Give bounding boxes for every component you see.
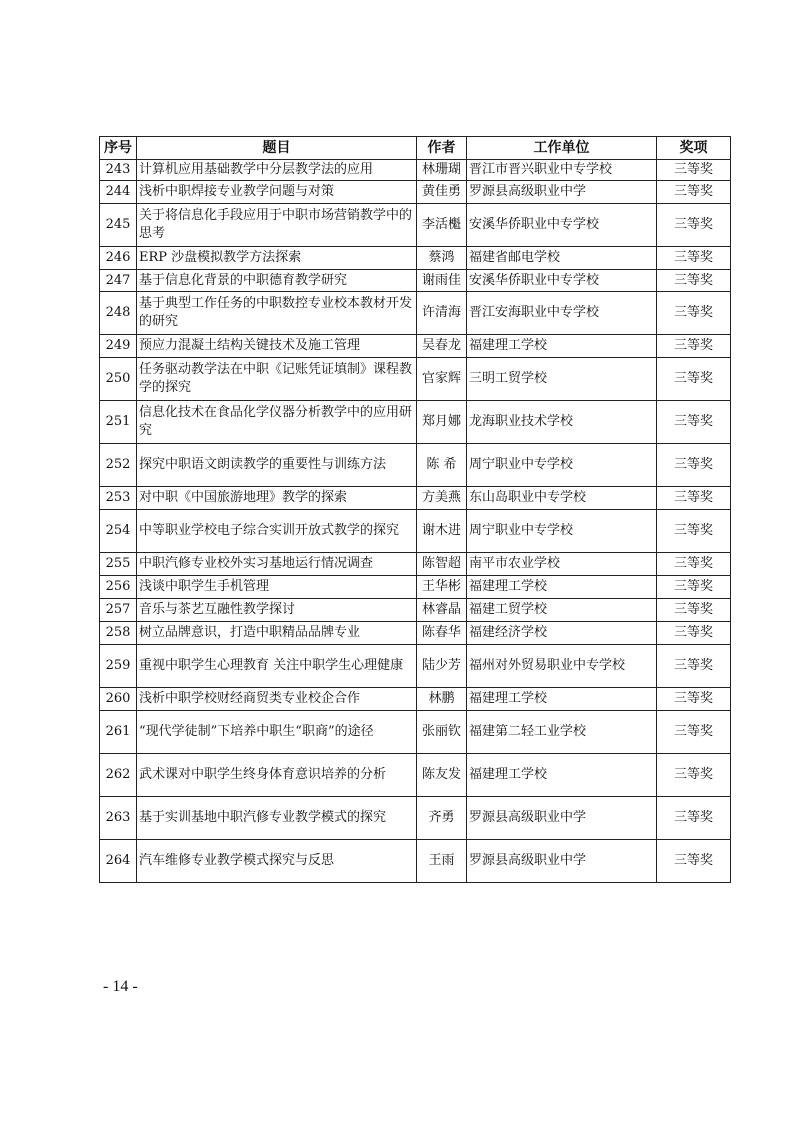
- cell-serial-number: 256: [100, 576, 137, 599]
- table-row: [100, 335, 731, 358]
- cell-work-unit: 周宁职业中专学校: [467, 444, 657, 487]
- cell-award: 三等奖: [657, 797, 731, 840]
- cell-author: 郑月娜: [417, 401, 467, 444]
- cell-work-unit: 福建工贸学校: [467, 599, 657, 622]
- cell-author: 谢雨佳: [417, 270, 467, 292]
- cell-award: 三等奖: [657, 840, 731, 883]
- cell-author: 官家辉: [417, 358, 467, 401]
- cell-author: 陈春华: [417, 622, 467, 645]
- cell-award: 三等奖: [657, 444, 731, 487]
- cell-title: 关于将信息化手段应用于中职市场营销教学中的思考: [137, 204, 417, 247]
- cell-work-unit: 罗源县高级职业中学: [467, 797, 657, 840]
- cell-work-unit: 福建理工学校: [467, 576, 657, 599]
- cell-serial-number: 262: [100, 754, 137, 797]
- table-row: [100, 247, 731, 270]
- awards-table: [99, 136, 731, 883]
- cell-serial-number: 244: [100, 181, 137, 204]
- table-row: [100, 645, 731, 688]
- cell-serial-number: 249: [100, 335, 137, 358]
- table-row: [100, 576, 731, 599]
- cell-author: 许清海: [417, 292, 467, 335]
- cell-title: 浅析中职焊接专业教学问题与对策: [137, 181, 417, 204]
- cell-work-unit: 罗源县高级职业中学: [467, 840, 657, 883]
- cell-work-unit: 南平市农业学校: [467, 553, 657, 576]
- table-row: [100, 688, 731, 711]
- cell-award: 三等奖: [657, 487, 731, 510]
- cell-title: 树立品牌意识，打造中职精品品牌专业: [137, 622, 417, 645]
- cell-author: 陈友发: [417, 754, 467, 797]
- cell-title: 探究中职语文朗读教学的重要性与训练方法: [137, 444, 417, 487]
- table-row: [100, 487, 731, 510]
- cell-award: 三等奖: [657, 204, 731, 247]
- table-row: [100, 711, 731, 754]
- table-row: [100, 358, 731, 401]
- cell-title: 对中职《中国旅游地理》教学的探索: [137, 487, 417, 510]
- cell-award: 三等奖: [657, 401, 731, 444]
- cell-work-unit: 福建理工学校: [467, 688, 657, 711]
- cell-title: 汽车维修专业教学模式探究与反思: [137, 840, 417, 883]
- table-row: [100, 754, 731, 797]
- table-row: [100, 204, 731, 247]
- table-row: [100, 622, 731, 645]
- cell-award: 三等奖: [657, 576, 731, 599]
- table-row: [100, 510, 731, 553]
- cell-serial-number: 254: [100, 510, 137, 553]
- cell-author: 林鹏: [417, 688, 467, 711]
- cell-serial-number: 257: [100, 599, 137, 622]
- cell-serial-number: 251: [100, 401, 137, 444]
- cell-serial-number: 246: [100, 247, 137, 270]
- cell-author: 陆少芳: [417, 645, 467, 688]
- table-body: [100, 160, 731, 883]
- cell-work-unit: 周宁职业中专学校: [467, 510, 657, 553]
- cell-author: 王雨: [417, 840, 467, 883]
- cell-award: 三等奖: [657, 711, 731, 754]
- cell-work-unit: 安溪华侨职业中专学校: [467, 270, 657, 292]
- cell-award: 三等奖: [657, 754, 731, 797]
- cell-title: 音乐与茶艺互融性教学探讨: [137, 599, 417, 622]
- cell-title: “现代学徒制”下培养中职生“职商”的途径: [137, 711, 417, 754]
- cell-author: 方美燕: [417, 487, 467, 510]
- cell-author: 李活櫆: [417, 204, 467, 247]
- table-row: [100, 181, 731, 204]
- table-row: [100, 797, 731, 840]
- cell-award: 三等奖: [657, 181, 731, 204]
- cell-work-unit: 龙海职业技术学校: [467, 401, 657, 444]
- cell-work-unit: 福州对外贸易职业中专学校: [467, 645, 657, 688]
- cell-award: 三等奖: [657, 270, 731, 292]
- header-serial-number: 序号: [100, 137, 137, 160]
- table-row: [100, 270, 731, 292]
- cell-title: 基于信息化背景的中职德育教学研究: [137, 270, 417, 292]
- cell-award: 三等奖: [657, 292, 731, 335]
- cell-award: 三等奖: [657, 358, 731, 401]
- page-number: - 14 -: [103, 978, 138, 995]
- cell-work-unit: 福建理工学校: [467, 754, 657, 797]
- cell-serial-number: 253: [100, 487, 137, 510]
- cell-serial-number: 243: [100, 160, 137, 181]
- cell-author: 齐勇: [417, 797, 467, 840]
- cell-work-unit: 福建理工学校: [467, 335, 657, 358]
- cell-author: 张丽钦: [417, 711, 467, 754]
- cell-author: 黄佳勇: [417, 181, 467, 204]
- cell-serial-number: 261: [100, 711, 137, 754]
- cell-work-unit: 东山岛职业中专学校: [467, 487, 657, 510]
- cell-author: 王华彬: [417, 576, 467, 599]
- cell-serial-number: 255: [100, 553, 137, 576]
- cell-title: 浅谈中职学生手机管理: [137, 576, 417, 599]
- header-title: 题目: [137, 137, 417, 160]
- cell-title: 基于实训基地中职汽修专业教学模式的探究: [137, 797, 417, 840]
- table-row: [100, 160, 731, 181]
- cell-award: 三等奖: [657, 553, 731, 576]
- header-award: 奖项: [657, 137, 731, 160]
- cell-serial-number: 258: [100, 622, 137, 645]
- cell-title: 预应力混凝土结构关键技术及施工管理: [137, 335, 417, 358]
- table-row: [100, 840, 731, 883]
- cell-title: 武术课对中职学生终身体育意识培养的分析: [137, 754, 417, 797]
- cell-serial-number: 252: [100, 444, 137, 487]
- header-work-unit: 工作单位: [467, 137, 657, 160]
- cell-work-unit: 福建经济学校: [467, 622, 657, 645]
- cell-title: 计算机应用基础教学中分层教学法的应用: [137, 160, 417, 181]
- cell-title: 中职汽修专业校外实习基地运行情况调查: [137, 553, 417, 576]
- cell-author: 林睿晶: [417, 599, 467, 622]
- cell-title: 中等职业学校电子综合实训开放式教学的探究: [137, 510, 417, 553]
- cell-serial-number: 248: [100, 292, 137, 335]
- cell-serial-number: 250: [100, 358, 137, 401]
- cell-serial-number: 247: [100, 270, 137, 292]
- cell-serial-number: 245: [100, 204, 137, 247]
- cell-serial-number: 259: [100, 645, 137, 688]
- cell-title: 基于典型工作任务的中职数控专业校本教材开发的研究: [137, 292, 417, 335]
- cell-serial-number: 260: [100, 688, 137, 711]
- cell-title: 浅析中职学校财经商贸类专业校企合作: [137, 688, 417, 711]
- cell-author: 蔡鸿: [417, 247, 467, 270]
- cell-award: 三等奖: [657, 599, 731, 622]
- header-author: 作者: [417, 137, 467, 160]
- cell-author: 吴春龙: [417, 335, 467, 358]
- cell-award: 三等奖: [657, 510, 731, 553]
- cell-author: 林珊瑚: [417, 160, 467, 181]
- cell-work-unit: 福建第二轻工业学校: [467, 711, 657, 754]
- cell-award: 三等奖: [657, 160, 731, 181]
- cell-title: 信息化技术在食品化学仪器分析教学中的应用研究: [137, 401, 417, 444]
- cell-author: 谢木进: [417, 510, 467, 553]
- cell-work-unit: 三明工贸学校: [467, 358, 657, 401]
- cell-author: 陈智超: [417, 553, 467, 576]
- cell-title: 重视中职学生心理教育 关注中职学生心理健康: [137, 645, 417, 688]
- cell-work-unit: 晋江市晋兴职业中专学校: [467, 160, 657, 181]
- table-row: [100, 444, 731, 487]
- cell-title: ERP 沙盘模拟教学方法探索: [137, 247, 417, 270]
- cell-work-unit: 安溪华侨职业中专学校: [467, 204, 657, 247]
- cell-award: 三等奖: [657, 645, 731, 688]
- cell-author: 陈 希: [417, 444, 467, 487]
- table-row: [100, 599, 731, 622]
- cell-award: 三等奖: [657, 688, 731, 711]
- table-row: [100, 553, 731, 576]
- cell-work-unit: 福建省邮电学校: [467, 247, 657, 270]
- cell-serial-number: 263: [100, 797, 137, 840]
- table-header-row: [100, 137, 731, 160]
- cell-work-unit: 罗源县高级职业中学: [467, 181, 657, 204]
- cell-title: 任务驱动教学法在中职《记账凭证填制》课程教学的探究: [137, 358, 417, 401]
- table-row: [100, 292, 731, 335]
- cell-work-unit: 晋江安海职业中专学校: [467, 292, 657, 335]
- cell-award: 三等奖: [657, 247, 731, 270]
- cell-serial-number: 264: [100, 840, 137, 883]
- cell-award: 三等奖: [657, 335, 731, 358]
- cell-award: 三等奖: [657, 622, 731, 645]
- table-row: [100, 401, 731, 444]
